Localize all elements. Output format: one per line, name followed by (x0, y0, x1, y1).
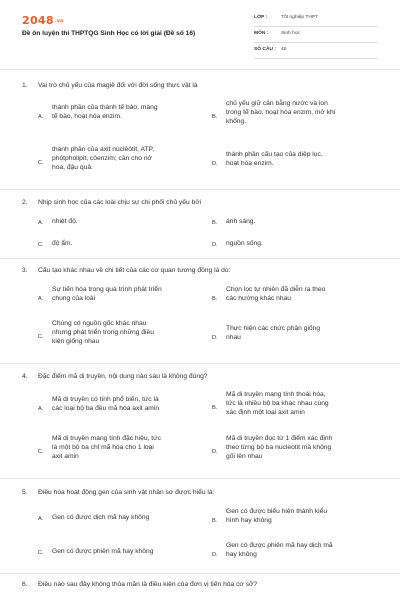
question-number: 1. (22, 82, 28, 89)
question-1-option-c[interactable] (38, 146, 208, 182)
option-text: Mã di truyền có tính phổ biến, tức là các loại bộ ba đều mã hóa axit amin (52, 396, 160, 412)
option-letter: B. (212, 405, 218, 411)
question-3-option-a[interactable] (38, 286, 208, 312)
question-divider (0, 478, 400, 479)
document-title: Đề ôn luyện thi THPTQG Sinh Học có lời giải (Đề số 16) (22, 30, 196, 37)
question-divider (0, 363, 400, 364)
option-text: ánh sáng. (226, 218, 256, 225)
option-text: thành phần cấu tạo của diệp lục, hoạt hóa enzim. (226, 151, 323, 167)
meta-row-class (254, 11, 378, 27)
question-4-option-c[interactable] (38, 435, 208, 471)
meta-label: LỚP : (254, 15, 268, 20)
question-text: Cấu tạo khác nhau về chi tiết của các cơ quan tương đồng là do: (38, 267, 231, 274)
option-letter: C. (38, 334, 44, 340)
option-letter: B. (212, 220, 218, 226)
option-letter: C. (38, 242, 44, 248)
option-letter: B. (212, 518, 218, 524)
question-text: Điều nào sau đây không thỏa mãn là điều kiện của đơn vị tiến hóa cơ sở? (38, 581, 258, 588)
option-letter: A. (38, 296, 44, 302)
option-text: chủ yếu giữ cân bằng nước và ion trong tế bào, hoạt hóa enzim, mở khí khổng. (226, 100, 336, 125)
question-1-option-b[interactable] (212, 100, 390, 136)
question-text: Vai trò chủ yếu của magiê đối với đời sống thực vật là (38, 82, 198, 89)
question-divider (0, 573, 400, 574)
meta-label: MÔN : (254, 31, 269, 36)
option-letter: D. (212, 449, 218, 455)
question-4-option-d[interactable] (212, 435, 390, 471)
question-divider (0, 189, 400, 190)
question-number: 3. (22, 267, 28, 274)
question-text: Nhịp sinh học của các loài chịu sự chi phối chủ yếu bởi (38, 199, 202, 206)
option-text: thành phần của axit nuclêôtit, ATP, phôtpholipit, côenzim; cần cho nở hoa, đậu quả. (52, 146, 154, 171)
option-letter: A. (38, 406, 44, 412)
meta-value: Tốt nghiệp THPT (281, 15, 319, 20)
option-text: Sự tiến hóa trong quá trình phát triển chung của loài (52, 286, 162, 302)
option-letter: B. (212, 114, 218, 120)
option-letter: C. (38, 160, 44, 166)
question-number: 5. (22, 489, 28, 496)
option-letter: D. (212, 161, 218, 167)
question-5-option-d[interactable] (212, 542, 390, 568)
header-divider (0, 69, 400, 70)
meta-label: SỐ CÂU : (254, 47, 277, 52)
option-letter: A. (38, 220, 44, 226)
option-text: thành phần của thành tế bào, màng tế bào, hoạt hóa enzim. (52, 104, 158, 120)
question-number: 4. (22, 373, 28, 380)
option-text: nguồn sống. (226, 240, 263, 247)
meta-row-question-count (254, 43, 378, 59)
option-text: Gen có được biểu hiện thành kiểu hình hay không (226, 508, 328, 524)
option-text: nhiệt độ. (52, 218, 78, 225)
option-letter: D. (212, 335, 218, 341)
option-text: Mã di truyền đọc từ 1 điểm xác định theo từng bộ ba nucleotit mà không gối lên nhau (226, 435, 333, 460)
option-text: Gen có được dịch mã hay không (52, 514, 150, 521)
logo-suffix: .vn (54, 18, 64, 24)
option-letter: D. (212, 552, 218, 558)
question-3-option-c[interactable] (38, 320, 208, 356)
option-text: độ ẩm. (52, 240, 73, 247)
question-divider (0, 258, 400, 259)
question-5-option-b[interactable] (212, 508, 390, 534)
option-text: Thực hiện các chức phận giống nhau (226, 325, 321, 341)
meta-value: 40 (281, 47, 287, 52)
question-4-option-b[interactable] (212, 391, 390, 427)
question-number: 2. (22, 199, 28, 206)
document-header (0, 0, 400, 68)
question-text: Điều hòa hoạt động gen của sinh vật nhân sơ được hiểu là: (38, 489, 215, 496)
question-1-option-a[interactable] (38, 104, 208, 130)
option-letter: D. (212, 242, 218, 248)
option-text: Chúng có nguồn gốc khác nhau nhưng phát triển trong những điều kiện giống nhau (52, 320, 154, 345)
question-4-option-a[interactable] (38, 396, 208, 422)
option-letter: C. (38, 550, 44, 556)
option-text: Gen có được phiên mã hay không (52, 548, 154, 555)
question-text: Đặc điểm mã di truyền, nội dung nào sau là không đúng? (38, 373, 208, 380)
option-text: Chọn lọc tự nhiên đã diễn ra theo các hướng khác nhau (226, 286, 326, 302)
option-letter: A. (38, 114, 44, 120)
option-letter: B. (212, 296, 218, 302)
option-letter: C. (38, 449, 44, 455)
option-text: Gen có được phiên mã hay dịch mã hay không (226, 542, 333, 558)
meta-value: Sinh học (281, 31, 301, 36)
question-3-option-d[interactable] (212, 325, 390, 351)
option-text: Mã di truyền mang tính đặc hiệu, tức là một bộ ba chỉ mã hóa cho 1 loại axit amin (52, 435, 161, 460)
question-number: 6. (22, 581, 28, 588)
question-3-option-b[interactable] (212, 286, 390, 312)
site-logo[interactable] (22, 14, 64, 27)
question-1-option-d[interactable] (212, 151, 390, 177)
option-letter: A. (38, 516, 44, 522)
option-text: Mã di truyền mang tính thoái hóa, tức là nhiều bộ ba khác nhau cùng xác định một loại axit amin (226, 391, 329, 416)
logo-text: 2048 (22, 14, 54, 27)
meta-row-subject (254, 27, 378, 43)
